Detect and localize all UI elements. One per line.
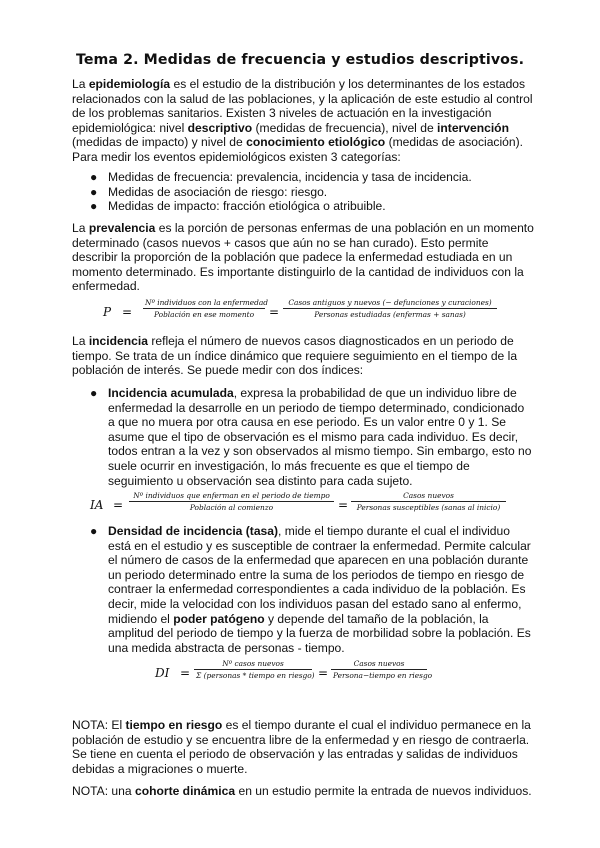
densidad-incidencia-desc-2: y depende del tamaño de la población, la amplitud del periodo de tiempo y la fuerza de morbilidad sobre la población. Es una medida abstracta de personas - tiempo.: [108, 611, 531, 655]
term-cohorte-dinamica: cohorte dinámica: [134, 784, 236, 798]
fraction-numerator: Casos antiguos y nuevos (− defunciones y curaciones): [288, 298, 492, 307]
incidencia-paragraph: [72, 334, 534, 378]
fraction-denominator: Σ (personas * tiempo en riesgo): [196, 671, 315, 680]
fraction-numerator: Nº individuos con la enfermedad: [145, 298, 268, 307]
fraction-1: [129, 491, 334, 512]
fraction-denominator: Personas estudiadas (enfermas + sanas): [314, 310, 466, 319]
nota2-text-1: NOTA: una: [72, 784, 135, 798]
term-poder-patogeno: poder patógeno: [173, 611, 265, 626]
densidad-incidencia-desc-1: , mide el tiempo durante el cual el individuo está en el estudio y es susceptible de contraer la enfermedad. Permite calcular el número de casos de la enfermedad que aparecen en una población durante un periodo determinado entre la suma de los periodos de tiempo en riesgo de contraer la enfermedad correspondientes a cada individuo de la población. Es decir, mide la velocidad con los individuos pasan del estado sano al enfermo, midiendo el: [108, 524, 531, 626]
incidencia-text-1: La: [72, 334, 89, 348]
nota-cohorte-dinamica: [72, 784, 534, 799]
intro-text-3: (medidas de frecuencia), nivel de: [252, 120, 438, 135]
fraction-2: [331, 659, 433, 680]
intro-text-1: La: [72, 77, 89, 91]
formula-equals: =: [122, 305, 133, 319]
prevalencia-text-2: es la porción de personas enfermas de una población en un momento determinado (casos nuevos + casos que aún no se han curado). Esto permite describir la proporción de la población que padece la enfermedad estudiada en un momento determinado. Es importante distinguirlo de la cantidad de individuos con la enfermedad.: [72, 221, 534, 294]
page-title: Tema 2. Medidas de frecuencia y estudios descriptivos.: [75, 52, 525, 68]
incidencia-acumulada-text: [108, 386, 534, 488]
fraction-denominator: Población en ese momento: [153, 310, 255, 319]
nota2-text-2: en un estudio permite la entrada de nuevos individuos.: [235, 784, 532, 798]
term-epidemiologia: epidemiología: [88, 77, 171, 91]
nota1-text-1: NOTA: El: [72, 718, 126, 732]
incidencia-text-2: refleja el número de nuevos casos diagnosticados en un periodo de tiempo. Se trata de un índice dinámico que requiere seguimiento en el tiempo de la población de interés. Se puede medir con dos índices:: [72, 334, 518, 378]
category-asociacion: Medidas de asociación de riesgo: riesgo.: [108, 185, 328, 199]
formula-equals: =: [338, 498, 349, 512]
term-conocimiento-etiologico: conocimiento etiológico: [246, 135, 386, 150]
term-prevalencia: prevalencia: [88, 221, 156, 235]
fraction-numerator: Casos nuevos: [353, 659, 405, 668]
prevalencia-text-1: La: [72, 221, 89, 235]
fraction-numerator: Casos nuevos: [403, 491, 454, 500]
fraction-1: [143, 298, 268, 319]
term-intervencion: intervención: [437, 120, 509, 135]
term-incidencia-acumulada: Incidencia acumulada: [108, 386, 234, 400]
intro-paragraph: [72, 77, 534, 165]
term-tiempo-en-riesgo: tiempo en riesgo: [125, 718, 223, 732]
term-densidad-incidencia: Densidad de incidencia (tasa): [108, 524, 279, 538]
nota1-text-2: es el tiempo durante el cual el individuo permanece en la población de estudio y se encuentra libre de la enfermedad y en riesgo de contraerla. Se tiene en cuenta el periodo de observación y las entradas y salidas de individuos debidas a migraciones o muerte.: [72, 718, 531, 776]
formula-lhs: DI: [155, 666, 170, 680]
formula-lhs: P: [103, 305, 112, 319]
bullet-icon: ●: [90, 386, 98, 400]
bullet-icon: ●: [90, 170, 98, 184]
densidad-incidencia-text: [108, 524, 534, 655]
intro-text-2: es el estudio de la distribución y los determinantes de los estados relacionados con la salud de las poblaciones, y la aplicación de este estudio al control de los problemas sanitarios. Existen 3 niveles de actuación en la investigación epidemiológica: nivel: [72, 77, 533, 135]
formula-equals: =: [180, 666, 191, 680]
term-incidencia: incidencia: [88, 334, 148, 348]
category-frecuencia: Medidas de frecuencia: prevalencia, incidencia y tasa de incidencia.: [108, 170, 472, 184]
category-impacto: Medidas de impacto: fracción etiológica o atribuible.: [108, 199, 386, 213]
fraction-1: [194, 659, 315, 680]
bullet-icon: ●: [90, 524, 98, 538]
fraction-denominator: Personas susceptibles (sanas al inicio): [356, 503, 501, 512]
bullet-icon: ●: [90, 185, 98, 199]
formula-equals: =: [113, 498, 124, 512]
fraction-numerator: Nº individuos que enferman en el periodo de tiempo: [133, 491, 330, 500]
intro-text-4: (medidas de impacto) y nivel de: [72, 135, 247, 150]
bullet-icon: ●: [90, 199, 98, 213]
fraction-2: [351, 491, 506, 512]
formula-lhs: IA: [90, 498, 104, 512]
formula-equals: =: [318, 666, 329, 680]
fraction-2: [283, 298, 497, 319]
prevalencia-paragraph: [72, 221, 534, 294]
formula-equals: =: [269, 305, 280, 319]
fraction-numerator: Nº casos nuevos: [222, 659, 284, 668]
fraction-denominator: Población al comienzo: [189, 503, 274, 512]
list-item: [90, 386, 534, 488]
nota-tiempo-riesgo: [72, 718, 534, 776]
fraction-denominator: Persona−tiempo en riesgo: [333, 671, 433, 680]
intro-text-5: (medidas de asociación). Para medir los eventos epidemiológicos existen 3 categorías:: [72, 135, 524, 164]
incidencia-acumulada-desc: , expresa la probabilidad de que un individuo libre de enfermedad la desarrolle en un periodo de tiempo determinado, condicionado a que no muera por otra causa en ese periodo. Es un valor entre 0 y 1. Se asume que el tipo de observación es el mismo para cada individuo. Es decir, todos entran a la vez y son observados al mismo tiempo. Sin embargo, esto no suele ocurrir en investigación, lo más frecuente es que el tiempo de seguimiento u observación sea distinto para cada sujeto.: [108, 386, 532, 488]
list-item: [90, 524, 534, 655]
term-descriptivo: descriptivo: [187, 120, 253, 135]
